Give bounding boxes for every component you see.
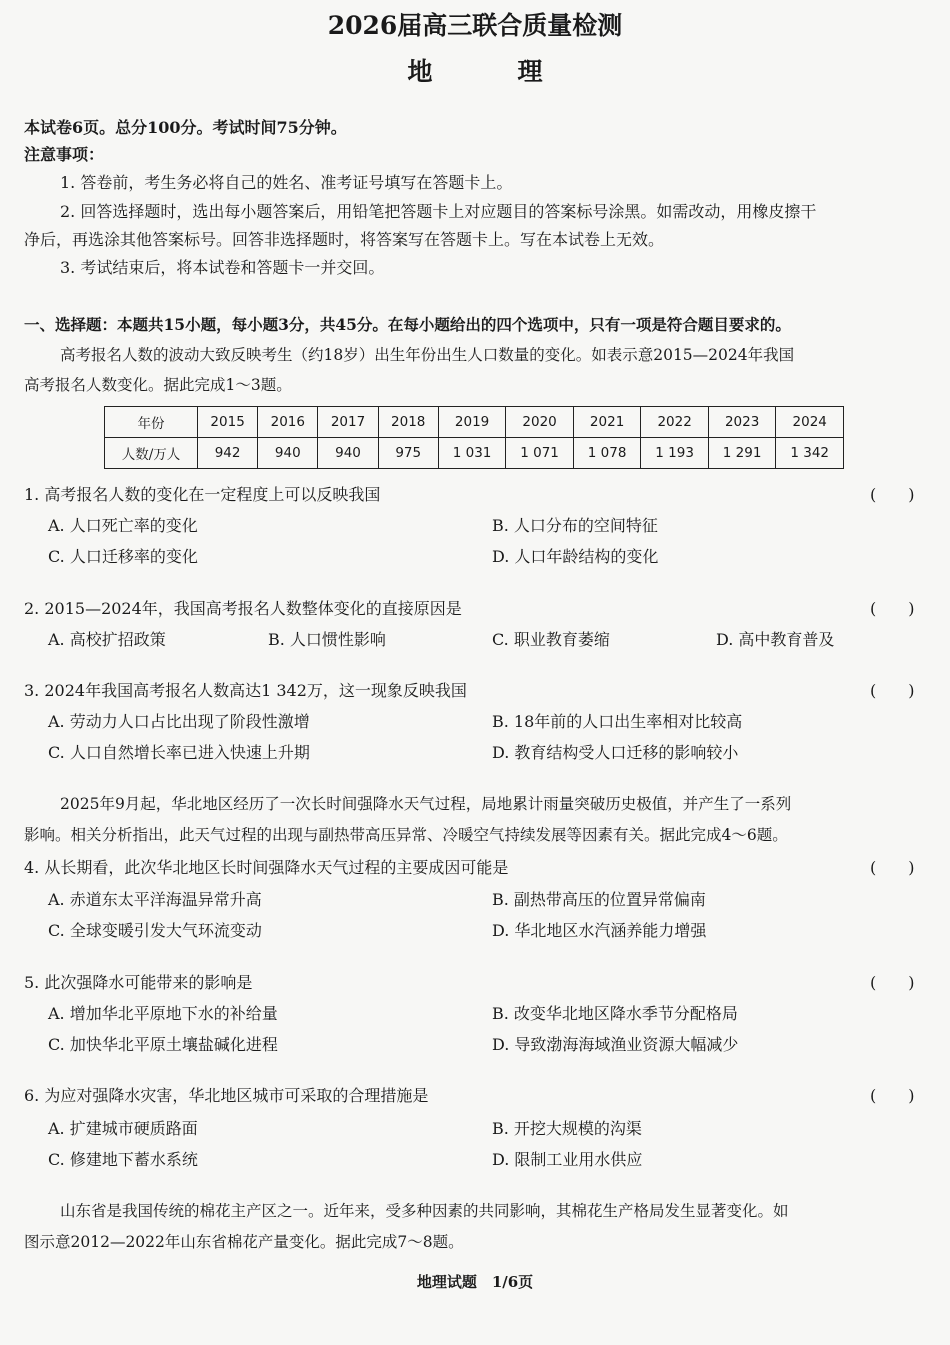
option-d: D. 高中教育普及: [716, 630, 835, 649]
table-cell: 1 031: [438, 438, 506, 469]
option-c: C. 加快华北平原土壤盐碱化进程: [48, 1035, 278, 1054]
question-1-stem: 1. 高考报名人数的变化在一定程度上可以反映我国: [24, 485, 381, 504]
subject-title: 地 理: [407, 57, 573, 86]
question-6-stem: 6. 为应对强降水灾害，华北地区城市可采取的合理措施是: [24, 1086, 429, 1105]
material-text: 影响。相关分析指出，此天气过程的出现与副热带高压异常、冷暖空气持续发展等因素有关。据此完成4～6题。: [24, 826, 788, 844]
table-cell: 1 071: [506, 438, 574, 469]
table-cell: 1 342: [776, 438, 844, 469]
option-a: A. 人口死亡率的变化: [48, 516, 198, 535]
option-d: D. 人口年龄结构的变化: [492, 547, 659, 566]
option-a: A. 增加华北平原地下水的补给量: [48, 1004, 278, 1023]
option-b: B. 18年前的人口出生率相对比较高: [492, 712, 743, 731]
answer-paren: ( ): [870, 599, 915, 618]
table-cell: 2021: [573, 407, 641, 438]
option-b: B. 改变华北地区降水季节分配格局: [492, 1004, 738, 1023]
table-cell: 2023: [708, 407, 776, 438]
notice-item: 2. 回答选择题时，选出每小题答案后，用铅笔把答题卡上对应题目的答案标号涂黑。如需改动，用橡皮擦干: [60, 202, 817, 221]
exam-info: 本试卷6页。总分100分。考试时间75分钟。: [24, 118, 347, 137]
option-b: B. 开挖大规模的沟渠: [492, 1119, 642, 1138]
section-heading: 一、选择题：本题共15小题，每小题3分，共45分。在每小题给出的四个选项中，只有一项是符合题目要求的。: [24, 315, 791, 334]
answer-paren: ( ): [870, 858, 915, 877]
material-text: 高考报名人数的波动大致反映考生（约18岁）出生年份出生人口数量的变化。如表示意2015—2024年我国: [60, 346, 795, 364]
option-d: D. 教育结构受人口迁移的影响较小: [492, 743, 739, 762]
material-text: 图示意2012—2022年山东省棉花产量变化。据此完成7～8题。: [24, 1233, 464, 1251]
table-cell: 2024: [776, 407, 844, 438]
table-cell: 2016: [258, 407, 318, 438]
notice-item: 净后，再选涂其他答案标号。回答非选择题时，将答案写在答题卡上。写在本试卷上无效。: [24, 230, 665, 249]
table-cell: 2018: [378, 407, 438, 438]
question-4-stem: 4. 从长期看，此次华北地区长时间强降水天气过程的主要成因可能是: [24, 858, 509, 877]
material-text: 山东省是我国传统的棉花主产区之一。近年来，受多种因素的共同影响，其棉花生产格局发生显著变化。如: [60, 1202, 789, 1220]
table-cell: 1 291: [708, 438, 776, 469]
table-cell: 975: [378, 438, 438, 469]
notice-item: 3. 考试结束后，将本试卷和答题卡一并交回。: [60, 258, 385, 277]
answer-paren: ( ): [870, 1086, 915, 1105]
table-row: [105, 438, 844, 469]
option-a: A. 扩建城市硬质路面: [48, 1119, 198, 1138]
table-cell: 2017: [318, 407, 378, 438]
table-header-year: 年份: [105, 407, 198, 438]
answer-paren: ( ): [870, 681, 915, 700]
option-b: B. 副热带高压的位置异常偏南: [492, 890, 706, 909]
table-cell: 940: [318, 438, 378, 469]
table-cell: 2019: [438, 407, 506, 438]
question-3-stem: 3. 2024年我国高考报名人数高达1 342万，这一现象反映我国: [24, 681, 467, 700]
table-cell: 942: [198, 438, 258, 469]
option-d: D. 导致渤海海域渔业资源大幅减少: [492, 1035, 739, 1054]
option-a: A. 赤道东太平洋海温异常升高: [48, 890, 262, 909]
option-c: C. 人口自然增长率已进入快速上升期: [48, 743, 310, 762]
option-c: C. 人口迁移率的变化: [48, 547, 198, 566]
option-b: B. 人口惯性影响: [268, 630, 386, 649]
table-cell: 2020: [506, 407, 574, 438]
answer-paren: ( ): [870, 973, 915, 992]
option-d: D. 限制工业用水供应: [492, 1150, 643, 1169]
table-cell: 2015: [198, 407, 258, 438]
table-cell: 2022: [641, 407, 709, 438]
material-text: 2025年9月起，华北地区经历了一次长时间强降水天气过程，局地累计雨量突破历史极值，并产生了一系列: [60, 795, 792, 813]
option-c: C. 全球变暖引发大气环流变动: [48, 921, 262, 940]
page-footer: 地理试题 1/6页: [416, 1273, 534, 1291]
material-text: 高考报名人数变化。据此完成1～3题。: [24, 376, 292, 394]
notice-item: 1. 答卷前，考生务必将自己的姓名、准考证号填写在答题卡上。: [60, 173, 513, 192]
table-row: [105, 407, 844, 438]
option-a: A. 劳动力人口占比出现了阶段性激增: [48, 712, 310, 731]
option-b: B. 人口分布的空间特征: [492, 516, 658, 535]
question-2-stem: 2. 2015—2024年，我国高考报名人数整体变化的直接原因是: [24, 599, 462, 618]
table-header-count: 人数/万人: [105, 438, 198, 469]
notice-heading: 注意事项：: [24, 145, 105, 164]
exam-title: 2026届高三联合质量检测: [327, 11, 623, 40]
option-c: C. 职业教育萎缩: [492, 630, 610, 649]
answer-paren: ( ): [870, 485, 915, 504]
enrollment-table: [104, 406, 844, 469]
option-c: C. 修建地下蓄水系统: [48, 1150, 198, 1169]
table-cell: 1 078: [573, 438, 641, 469]
question-5-stem: 5. 此次强降水可能带来的影响是: [24, 973, 253, 992]
option-d: D. 华北地区水汽涵养能力增强: [492, 921, 707, 940]
option-a: A. 高校扩招政策: [48, 630, 166, 649]
table-cell: 940: [258, 438, 318, 469]
table-cell: 1 193: [641, 438, 709, 469]
